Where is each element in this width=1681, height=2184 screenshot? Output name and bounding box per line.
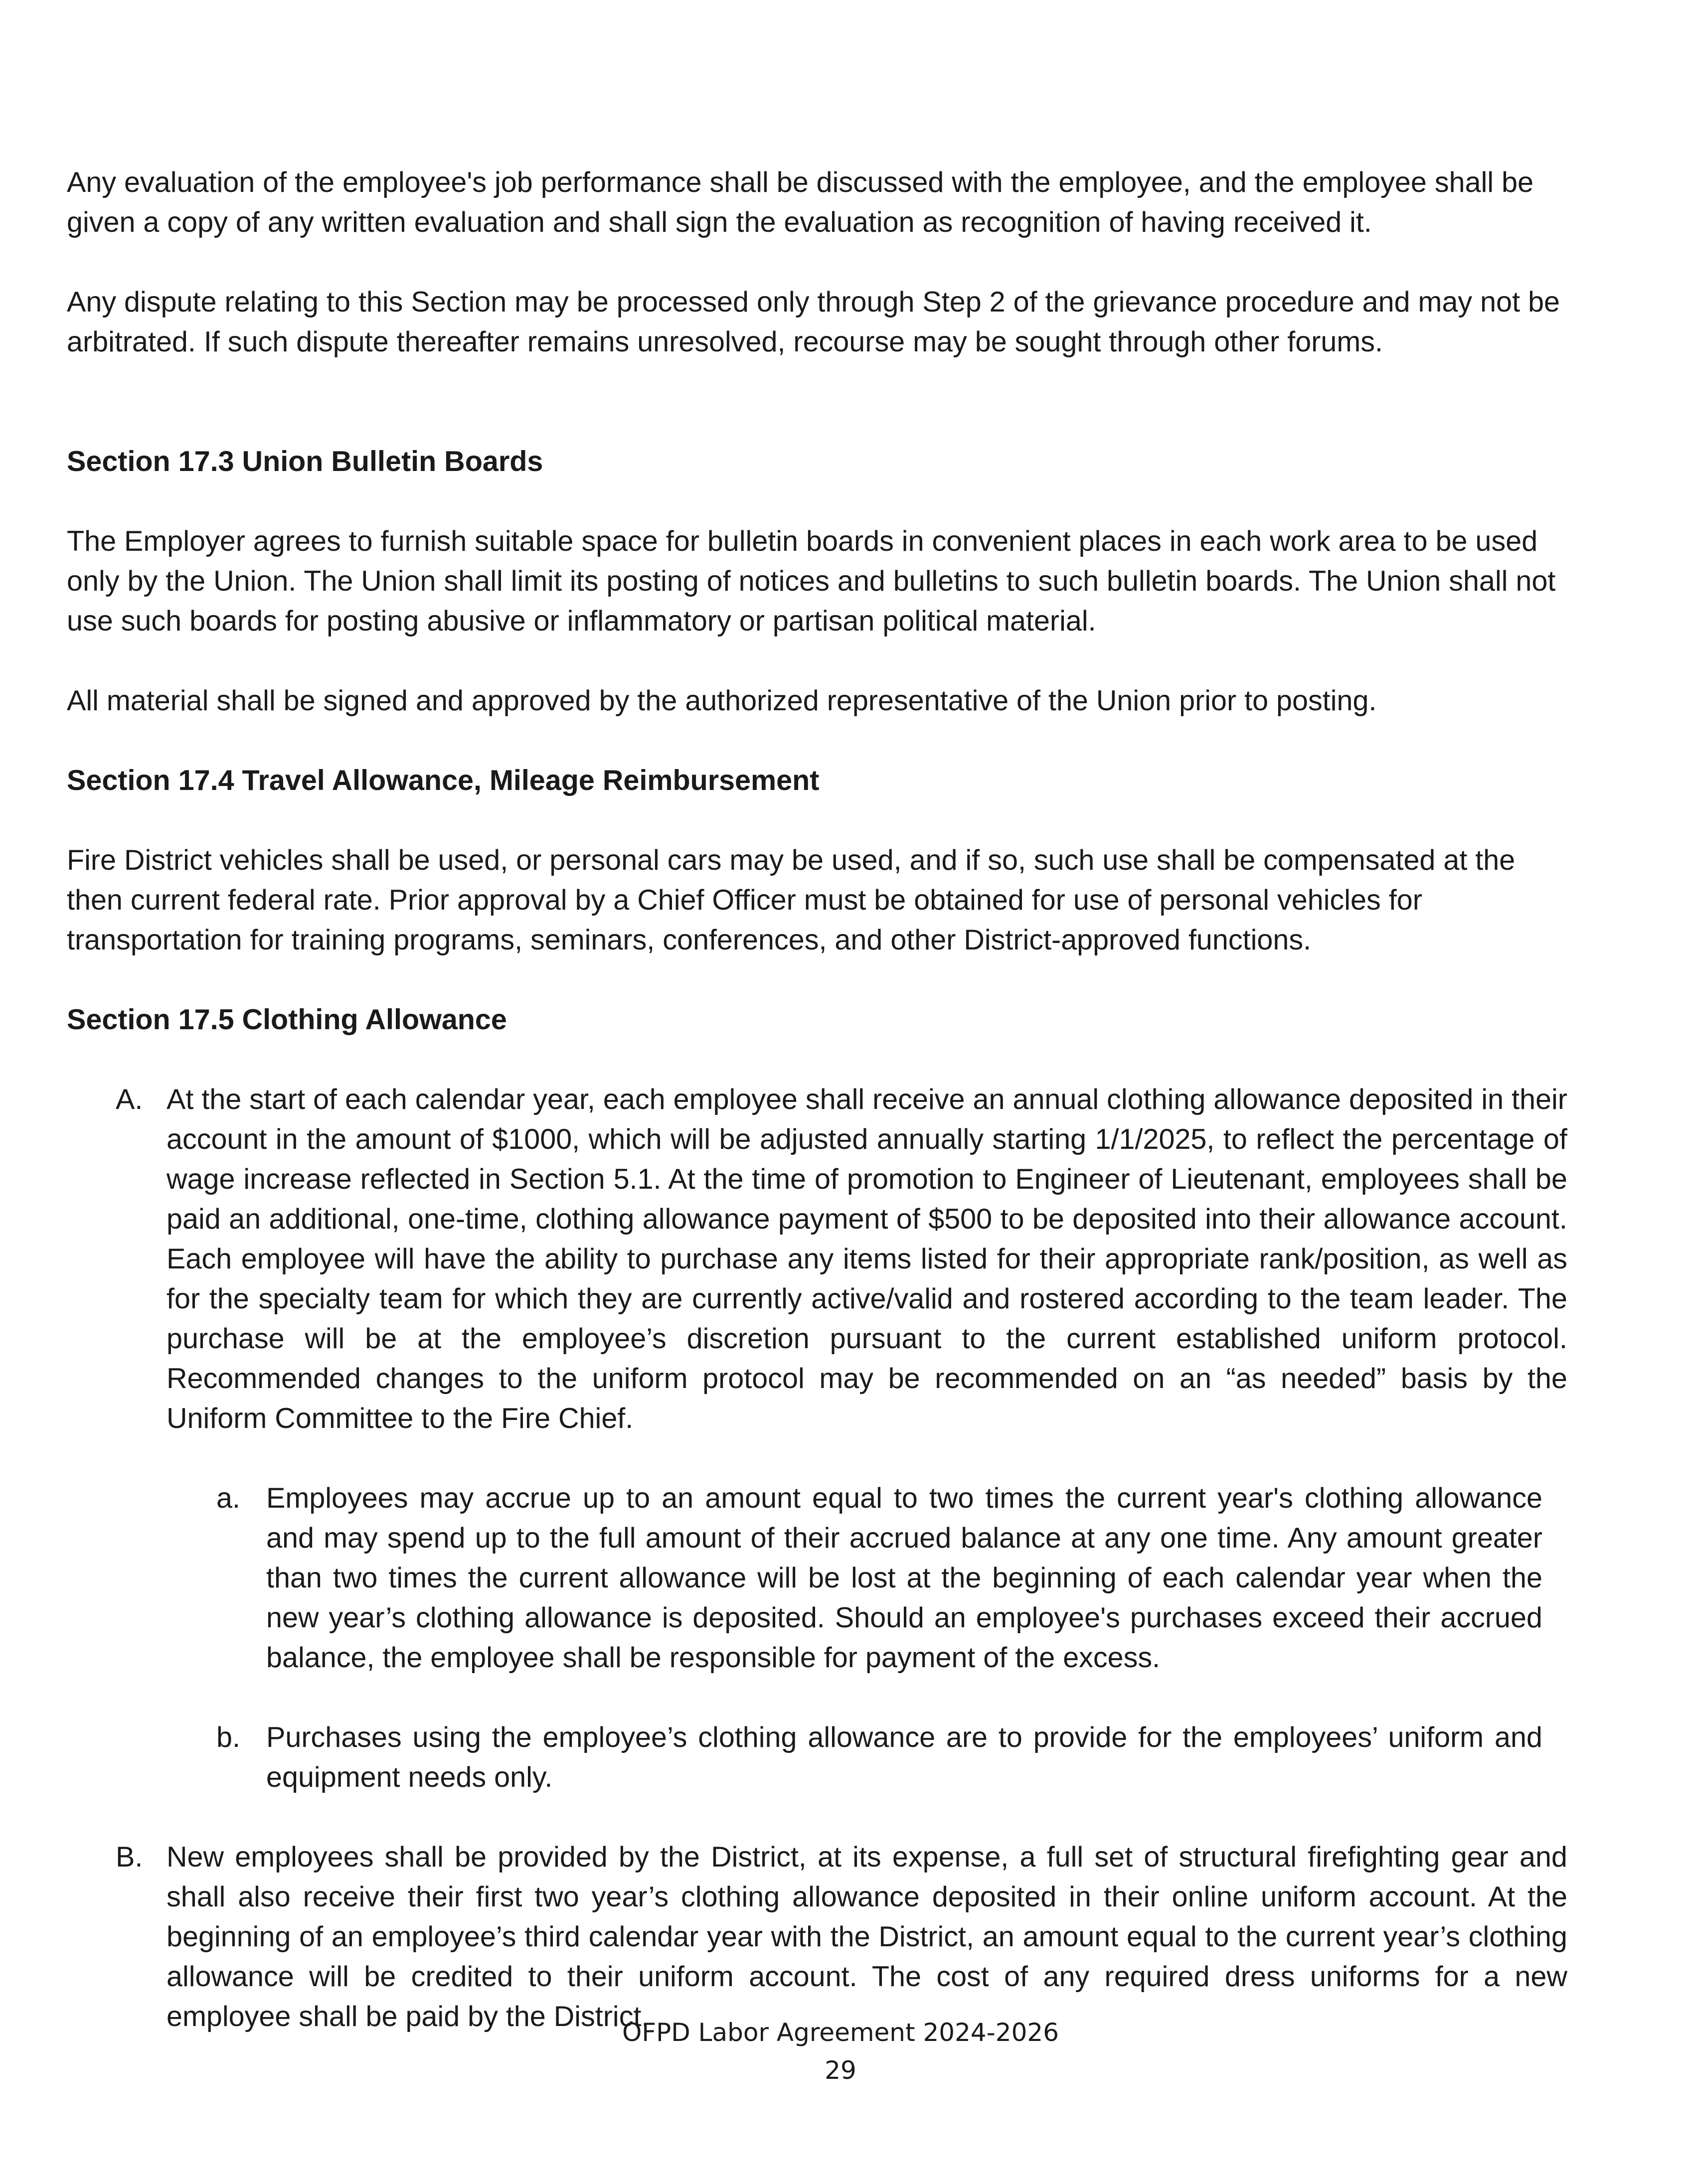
dispute-paragraph: Any dispute relating to this Section may be processed only through Step 2 of the grievance procedure and may not be arbitrated. If such dispute thereafter remains unresolved, recourse may be sought through other forums. <box>67 286 1560 358</box>
list-marker: A. <box>116 1084 143 1115</box>
sub-list-item-b <box>67 1717 1542 1797</box>
sub-list-marker: a. <box>216 1482 240 1514</box>
list-item-a <box>67 1080 1567 1438</box>
footer-title: OFPD Labor Agreement 2024-2026 <box>622 2018 1059 2047</box>
document-body <box>67 162 1567 2076</box>
list-item-text: New employees shall be provided by the District, at its expense, a full set of structural firefighting gear and shall also receive their first two year’s clothing allowance deposited in their online uniform account. At the beginning of an employee’s third calendar year with the District, an amount equal to the current year’s clothing allowance will be credited to their uniform account. The cost of any required dress uniforms for a new employee shall be paid by the District. <box>167 1841 1567 2032</box>
evaluation-paragraph: Any evaluation of the employee's job performance shall be discussed with the employee, and the employee shall be given a copy of any written evaluation and shall sign the evaluation as recognition of having received it. <box>67 166 1534 238</box>
travel-allowance-paragraph: Fire District vehicles shall be used, or personal cars may be used, and if so, such use shall be compensated at the then current federal rate. Prior approval by a Chief Officer must be obtained for use of personal vehicles for transportation for training programs, seminars, conferences, and other District-approved functions. <box>67 844 1515 956</box>
section-17-5-heading: Section 17.5 Clothing Allowance <box>67 1004 507 1036</box>
sub-list-item-text: Purchases using the employee’s clothing allowance are to provide for the employees’ uniform and equipment needs only. <box>266 1721 1542 1793</box>
posting-approval-paragraph: All material shall be signed and approved by the authorized representative of the Union prior to posting. <box>67 685 1377 717</box>
bulletin-boards-paragraph: The Employer agrees to furnish suitable space for bulletin boards in convenient places in each work area to be used only by the Union. The Union shall limit its posting of notices and bulletins to such bulletin boards. The Union shall not use such boards for posting abusive or inflammatory or partisan political material. <box>67 525 1556 637</box>
sub-list-item-text: Employees may accrue up to an amount equal to two times the current year's clothing allowance and may spend up to the full amount of their accrued balance at any one time. Any amount greater than two times the current allowance will be lost at the beginning of each calendar year when the new year’s clothing allowance is deposited. Should an employee's purchases exceed their accrued balance, the employee shall be responsible for payment of the excess. <box>266 1482 1542 1674</box>
page-number: 29 <box>825 2056 856 2085</box>
section-17-4-heading: Section 17.4 Travel Allowance, Mileage Reimbursement <box>67 765 820 796</box>
list-item-text: At the start of each calendar year, each employee shall receive an annual clothing allowance deposited in their account in the amount of $1000, which will be adjusted annually starting 1/1/2025, to reflect the percentage of wage increase reflected in Section 5.1. At the time of promotion to Engineer of Lieutenant, employees shall be paid an additional, one-time, clothing allowance payment of $500 to be deposited into their allowance account. Each employee will have the ability to purchase any items listed for their appropriate rank/position, as well as for the specialty team for which they are currently active/valid and rostered according to the team leader. The purchase will be at the employee’s discretion pursuant to the current established uniform protocol. Recommended changes to the uniform protocol may be recommended on an “as needed” basis by the Uniform Committee to the Fire Chief. <box>167 1084 1567 1434</box>
sub-list-item-a <box>67 1478 1542 1678</box>
section-17-3-heading: Section 17.3 Union Bulletin Boards <box>67 446 543 477</box>
sub-list-marker: b. <box>216 1721 240 1753</box>
list-marker: B. <box>116 1841 143 1873</box>
list-item-b <box>67 1837 1567 2036</box>
